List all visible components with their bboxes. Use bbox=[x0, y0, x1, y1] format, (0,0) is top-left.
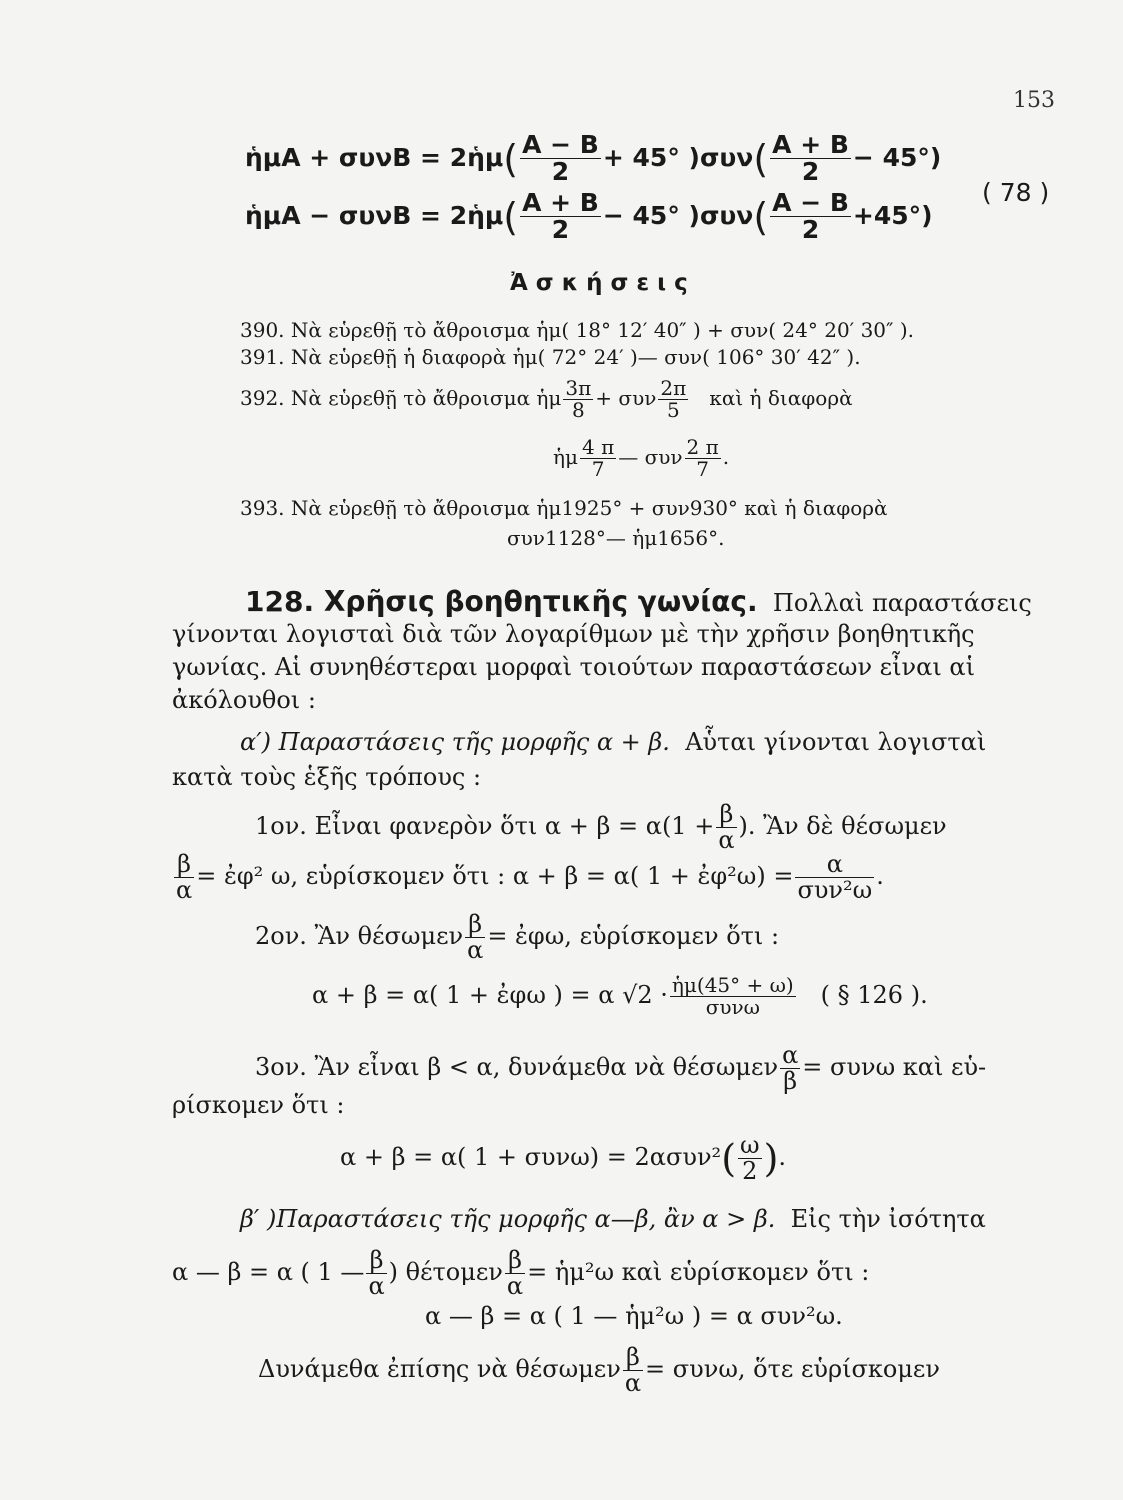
case-a-line-2: κατὰ τοὺς ἑξῆς τρόπους : bbox=[172, 763, 482, 791]
exercise-392-frac-4-num: 2 π bbox=[686, 435, 719, 459]
case-1-frac-den: α bbox=[718, 826, 735, 855]
case-b-rest: Εἰς τὴν ἰσότητα bbox=[790, 1205, 986, 1233]
exercise-392-frac-4 bbox=[685, 437, 721, 480]
case-1-l2-result-den: συν²ω bbox=[797, 876, 873, 905]
case-2-eq-frac-den: συνω bbox=[705, 995, 760, 1019]
case-b-l2-text-a: α — β = α ( 1 — bbox=[172, 1258, 365, 1287]
case-3-eq-text: α + β = α( 1 + συνω) = 2ασυν² bbox=[340, 1143, 722, 1172]
exercise-392-frac-4-den: 7 bbox=[696, 457, 710, 481]
case-a-heading bbox=[240, 728, 986, 756]
exercise-392-frac-1-den: 8 bbox=[571, 398, 585, 422]
case-2-eq-frac-num: ἡμ(45° + ω) bbox=[671, 973, 794, 997]
case-b-l2-frac-2-num: β bbox=[505, 1248, 525, 1274]
case-1-line-2: $\frac{\beta}{\alpha}$ = ἐφ² ω, εὑρίσκομεν ὅτι : α + β = α( 1 + ἐφ²ω) = $\frac{\alpha}{\text{συν²ω}}$ . bbox=[176, 850, 884, 905]
formula-78-line-2: ἡμA − συνB = 2ἡμ( $\frac{A + B}{2}$ − 45° )συν( $\frac{A - B}{2}$ +45°) bbox=[245, 188, 933, 245]
exercise-392-frac-2 bbox=[658, 378, 688, 421]
case-1-line-1 bbox=[255, 802, 947, 853]
case-1-text-a: 1ον. Εἶναι φανερὸν ὅτι α + β = α bbox=[255, 812, 662, 841]
exercise-391: 391. Νὰ εὑρεθῇ ἡ διαφορὰ ἡμ( 72° 24′ )— συν( 106° 30′ 42″ ). bbox=[240, 345, 861, 369]
exercise-392-l2-a: ἡμ bbox=[553, 445, 578, 469]
section-intro-l1: Πολλαὶ παραστάσεις bbox=[772, 589, 1032, 617]
case-b-l2-frac-1-num: β bbox=[366, 1248, 386, 1274]
case-2-eq-text: α + β = α( 1 + ἐφω ) = α √2 · bbox=[312, 981, 668, 1009]
case-b-heading bbox=[240, 1205, 986, 1233]
formula-1-end: − 45°) bbox=[852, 142, 942, 172]
last-line-frac-den: α bbox=[624, 1369, 642, 1398]
formula-1-frac-2-num: A + B bbox=[772, 130, 849, 159]
case-a-italic: α′) Παραστάσεις τῆς μορφῆς α + β. bbox=[240, 728, 670, 756]
case-3-equation: α + β = α( 1 + συνω) = 2ασυν²( $\frac{\omega}{2}$ ). bbox=[340, 1131, 787, 1186]
section-title: 128. Χρῆσις βοηθητικῆς γωνίας. bbox=[245, 585, 758, 618]
section-intro-l2: γίνονται λογισταὶ διὰ τῶν λογαρίθμων μὲ τὴν χρῆσιν βοηθητικῆς bbox=[172, 620, 975, 648]
case-b-l2-text-c: = ἡμ²ω καὶ εὑρίσκομεν ὅτι : bbox=[527, 1258, 870, 1287]
case-3-line-1 bbox=[255, 1043, 986, 1094]
exercise-392-line-2: ἡμ $\frac{4 \pi}{7}$ — συν $\frac{2 \pi}{7}$ . bbox=[553, 435, 730, 481]
case-2-text-a: 2ον. Ἂν θέσωμεν bbox=[255, 922, 464, 951]
case-b-equation: α — β = α ( 1 — ἡμ²ω ) = α συν²ω. bbox=[425, 1302, 843, 1330]
formula-2-lhs: ἡμA − συνB = 2ἡμ bbox=[245, 200, 504, 230]
case-b-l2-frac-1-den: α bbox=[368, 1272, 385, 1301]
exercise-392-frac-1-num: 3π bbox=[565, 376, 592, 400]
last-line-text-a: Δυνάμεθα ἐπίσης νὰ θέσωμεν bbox=[258, 1355, 621, 1384]
case-1-l2-result-frac bbox=[795, 852, 874, 903]
formula-2-frac-2-den: 2 bbox=[801, 215, 820, 245]
case-1-frac-num: β bbox=[716, 802, 736, 828]
case-1-l2-frac bbox=[174, 852, 194, 903]
exercise-392-text-a: 392. Νὰ εὑρεθῇ τὸ ἄθροισμα ἡμ bbox=[240, 386, 562, 410]
case-1-l2-frac-num: β bbox=[174, 852, 194, 878]
last-line-text-b: = συνω, ὅτε εὑρίσκομεν bbox=[645, 1355, 940, 1384]
case-3-line-2: ρίσκομεν ὅτι : bbox=[172, 1091, 345, 1119]
case-b-italic: β′ )Παραστάσεις τῆς μορφῆς α—β, ἂν α > β. bbox=[240, 1205, 776, 1233]
formula-2-frac-2 bbox=[770, 190, 851, 244]
case-3-eq-frac-den: 2 bbox=[742, 1157, 758, 1186]
case-3-eq-frac-num: ω bbox=[740, 1131, 760, 1159]
case-2-equation bbox=[312, 975, 928, 1018]
exercise-392-l2-b: — συν bbox=[618, 445, 683, 469]
case-1-l2-frac-den: α bbox=[176, 876, 193, 905]
exercise-392-line-1 bbox=[240, 378, 853, 421]
exercise-392-frac-3 bbox=[580, 437, 616, 480]
case-2-eq-frac bbox=[670, 975, 796, 1018]
formula-2-frac-2-num: A − B bbox=[772, 188, 849, 217]
exercise-393-line-1: 393. Νὰ εὑρεθῇ τὸ ἄθροισμα ἡμ1925° + συν930° καὶ ἡ διαφορὰ bbox=[240, 496, 888, 520]
formula-1-frac-1-den: 2 bbox=[551, 157, 570, 187]
formula-1-frac-1-num: A − B bbox=[522, 130, 599, 159]
section-intro-l4: ἀκόλουθοι : bbox=[172, 686, 316, 714]
exercise-392-frac-2-num: 2π bbox=[660, 376, 687, 400]
case-2-text-b: = ἐφω, εὑρίσκομεν ὅτι : bbox=[487, 922, 780, 951]
formula-2-end: +45°) bbox=[852, 200, 933, 230]
page-number: 153 bbox=[1013, 88, 1055, 113]
exercise-392-text-c: καὶ ἡ διαφορὰ bbox=[709, 386, 853, 410]
exercise-393-line-2: συν1128°— ἡμ1656°. bbox=[507, 526, 725, 550]
exercise-392-frac-3-den: 7 bbox=[591, 457, 605, 481]
formula-1-frac-2-den: 2 bbox=[801, 157, 820, 187]
case-3-text-a: 3ον. Ἂν εἶναι β < α, δυνάμεθα νὰ θέσωμεν bbox=[255, 1053, 779, 1082]
case-3-text-b: = συνω καὶ εὑ- bbox=[802, 1053, 987, 1082]
formula-78-line-1: ἡμA + συνB = 2ἡμ( $\frac{A - B}{2}$ + 45° )συν( $\frac{A + B}{2}$ − 45°) bbox=[245, 130, 942, 187]
formula-2-frac-1-den: 2 bbox=[551, 215, 570, 245]
case-b-l2-frac-2 bbox=[505, 1248, 525, 1299]
last-line-frac bbox=[623, 1345, 643, 1396]
case-1-frac bbox=[716, 802, 736, 853]
formula-2-frac-1 bbox=[520, 190, 601, 244]
formula-number: ( 78 ) bbox=[982, 178, 1050, 207]
case-a-rest: Αὗται γίνονται λογισταὶ bbox=[685, 728, 987, 756]
case-3-eq-frac bbox=[738, 1133, 762, 1184]
case-b-l2-frac-2-den: α bbox=[506, 1272, 524, 1301]
formula-1-frac-1 bbox=[520, 132, 601, 186]
exercise-392-frac-1 bbox=[563, 378, 593, 421]
case-b-line-2 bbox=[172, 1248, 869, 1299]
exercise-392-frac-2-den: 5 bbox=[666, 398, 680, 422]
case-b-l2-text-b: ) θέτομεν bbox=[388, 1258, 503, 1287]
formula-1-frac-2 bbox=[770, 132, 851, 186]
exercise-392-text-b: + συν bbox=[595, 386, 657, 410]
case-1-text-c: ). Ἂν δὲ θέσωμεν bbox=[738, 812, 947, 841]
last-line bbox=[258, 1345, 940, 1396]
exercises-heading: Ἀ σ κ ή σ ε ι ς bbox=[510, 270, 688, 296]
case-2-eq-ref: ( § 126 ). bbox=[820, 981, 928, 1009]
case-b-l2-frac-1 bbox=[366, 1248, 386, 1299]
case-2-line-1 bbox=[255, 912, 779, 963]
case-3-frac-num: α bbox=[782, 1041, 799, 1069]
case-3-frac bbox=[780, 1043, 800, 1094]
case-1-text-b: (1 + bbox=[661, 812, 715, 841]
formula-2-frac-1-num: A + B bbox=[522, 188, 599, 217]
exercise-390: 390. Νὰ εὑρεθῇ τὸ ἄθροισμα ἡμ( 18° 12′ 40″ ) + συν( 24° 20′ 30″ ). bbox=[240, 318, 915, 342]
formula-1-lhs: ἡμA + συνB = 2ἡμ bbox=[245, 142, 504, 172]
case-1-l2-result-num: α bbox=[795, 852, 874, 878]
section-128-line-1 bbox=[245, 585, 1032, 618]
case-3-frac-den: β bbox=[783, 1067, 798, 1096]
case-2-frac-den: α bbox=[467, 936, 484, 965]
case-2-frac-num: β bbox=[465, 912, 485, 938]
case-1-l2-text: = ἐφ² ω, εὑρίσκομεν ὅτι : α + β = α( 1 + ἐφ²ω) = bbox=[196, 862, 794, 891]
formula-1-mid: + 45° )συν bbox=[602, 142, 754, 172]
formula-2-mid: − 45° )συν bbox=[602, 200, 754, 230]
exercise-392-frac-3-num: 4 π bbox=[581, 435, 615, 459]
section-intro-l3: γωνίας. Αἱ συνηθέστεραι μορφαὶ τοιούτων παραστάσεων εἶναι αἱ bbox=[172, 653, 975, 681]
last-line-frac-num: β bbox=[623, 1345, 643, 1371]
case-2-frac bbox=[465, 912, 485, 963]
